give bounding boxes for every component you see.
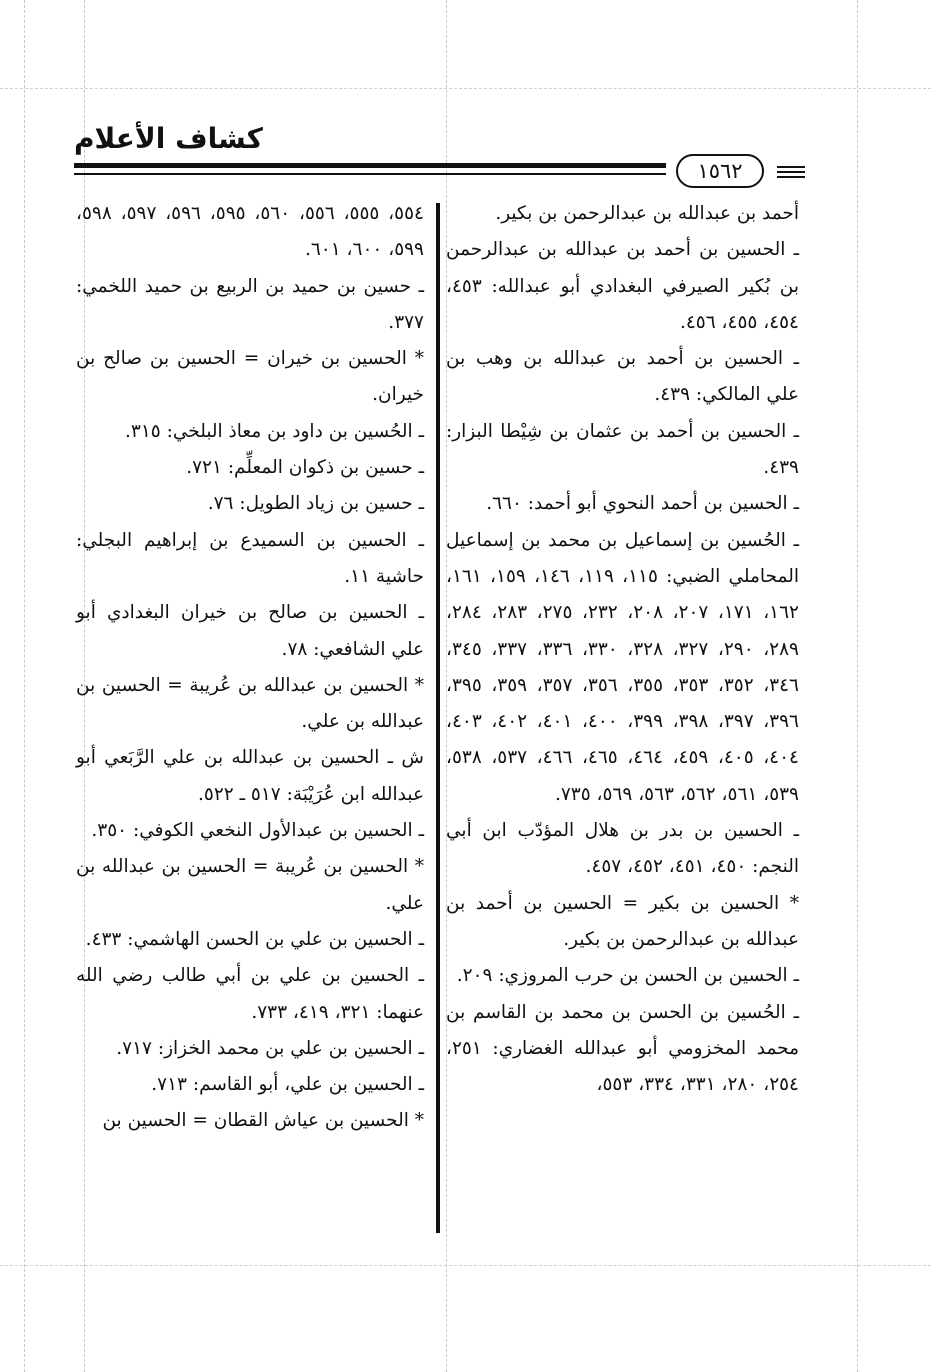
index-entry: ٥٥٤، ٥٥٥، ٥٥٦، ٥٦٠، ٥٩٥، ٥٩٦، ٥٩٧، ٥٩٨، ٥٩٩، ٦٠٠، ٦٠١. bbox=[76, 203, 424, 261]
scan-line bbox=[24, 0, 25, 1372]
index-entry: * الحسين بن خيران = الحسين بن صالح بن خيران. bbox=[76, 348, 424, 406]
index-entry: ـ حسين بن ذكوان المعلِّم: ٧٢١. bbox=[186, 457, 424, 479]
index-entry: ـ الحُسين بن داود بن معاذ البلخي: ٣١٥. bbox=[125, 420, 424, 442]
index-entry: * الحسين بن بكير = الحسين بن أحمد بن عبدالله بن عبدالرحمن بن بكير. bbox=[446, 892, 799, 950]
index-entry: ـ حسين بن زياد الطويل: ٧٦. bbox=[207, 493, 424, 515]
index-entry: أحمد بن عبدالله بن عبدالرحمن بن بكير. bbox=[495, 203, 799, 224]
column-divider bbox=[436, 203, 440, 1233]
index-entry: ـ الحسين بن علي بن أبي طالب رضي الله عنهما: ٣٢١، ٤١٩، ٧٣٣. bbox=[76, 965, 424, 1023]
index-column-right bbox=[446, 196, 799, 1103]
index-entry: ـ الحسين بن بدر بن هلال المؤدّب ابن أبي النجم: ٤٥٠، ٤٥١، ٤٥٢، ٤٥٧. bbox=[446, 820, 799, 878]
index-entry: ـ الحسين بن السميدع بن إبراهيم البجلي: حاشية ١١. bbox=[76, 529, 424, 587]
index-entry: ـ الحسين بن أحمد بن عبدالله بن عبدالرحمن بن بُكير الصيرفي البغدادي أبو عبدالله: ٤٥٣، ٤٥٤، ٤٥٥، ٤٥٦. bbox=[446, 239, 799, 333]
scan-line bbox=[857, 0, 858, 1372]
index-entry: ـ الحسين بن عبدالأول النخعي الكوفي: ٣٥٠. bbox=[91, 820, 424, 842]
index-entry: ـ الحسين بن الحسن بن حرب المروزي: ٢٠٩. bbox=[456, 965, 799, 987]
index-entry: ـ الحُسين بن إسماعيل بن محمد بن إسماعيل المحاملي الضبي: ١١٥، ١١٩، ١٤٦، ١٥٩، ١٦١، ١٦٢، ١٧١، ٢٠٧، ٢٠٨، ٢٣٢، ٢٧٥، ٢٨٣، ٢٨٤، ٢٨٩، ٢٩٠، ٣٢٧، ٣٢٨، ٣٣٠، ٣٣٦، ٣٣٧، ٣٤٥، ٣٤٦، ٣٥٢، ٣٥٣، ٣٥٥، ٣٥٦، ٣٥٧، ٣٥٩، ٣٩٥، ٣٩٦، ٣٩٧، ٣٩٨، ٣٩٩، ٤٠٠، ٤٠١، ٤٠٢، ٤٠٣، ٤٠٤، ٤٠٥، ٤٥٩، ٤٦٤، ٤٦٥، ٤٦٦، ٥٣٧، ٥٣٨، ٥٣٩، ٥٦١، ٥٦٢، ٥٦٣، ٥٦٩، ٧٣٥. bbox=[446, 529, 799, 805]
index-entry: ـ الحُسين بن الحسن بن محمد بن القاسم بن محمد المخزومي أبو عبدالله الغضاري: ٢٥١، ٢٥٤، ٢٨٠، ٣٣١، ٣٣٤، ٥٥٣، bbox=[446, 1001, 799, 1096]
index-entry: * الحسين بن عبدالله بن عُريبة = الحسين بن عبدالله بن علي. bbox=[76, 674, 424, 733]
index-entry: ـ الحسين بن أحمد بن عثمان بن شِيْطا البزار: ٤٣٩. bbox=[446, 420, 799, 479]
scan-line bbox=[0, 88, 931, 89]
index-entry: * الحسين بن عياش القطان = الحسين بن bbox=[102, 1110, 424, 1132]
index-column-left bbox=[76, 196, 424, 1140]
index-entry: ش ـ الحسين بن عبدالله بن علي الرَّبَعي أبو عبدالله ابن عُرَيْبَة: ٥١٧ ـ ٥٢٢. bbox=[76, 747, 424, 805]
header-ornament bbox=[777, 166, 805, 181]
scan-line bbox=[0, 1265, 931, 1266]
index-entry: ـ الحسين بن علي بن محمد الخزاز: ٧١٧. bbox=[116, 1037, 424, 1059]
header-rule-thin bbox=[74, 173, 666, 175]
index-entry: ـ الحسين بن علي، أبو القاسم: ٧١٣. bbox=[151, 1074, 424, 1096]
page-number: ١٥٦٢ bbox=[676, 154, 764, 188]
index-entry: ـ حسين بن حميد بن الربيع بن حميد اللخمي: ٣٧٧. bbox=[76, 275, 424, 333]
index-entry: * الحسين بن عُريبة = الحسين بن عبدالله بن علي. bbox=[76, 856, 424, 914]
index-entry: ـ الحسين بن علي بن الحسن الهاشمي: ٤٣٣. bbox=[85, 928, 424, 950]
running-title: كشاف الأعلام bbox=[74, 122, 263, 155]
header-rule-thick bbox=[74, 163, 666, 168]
index-entry: ـ الحسين بن أحمد النحوي أبو أحمد: ٦٦٠. bbox=[486, 493, 799, 515]
index-entry: ـ الحسين بن أحمد بن عبدالله بن وهب بن علي المالكي: ٤٣٩. bbox=[446, 348, 799, 406]
index-entry: ـ الحسين بن صالح بن خيران البغدادي أبو علي الشافعي: ٧٨. bbox=[76, 602, 424, 660]
